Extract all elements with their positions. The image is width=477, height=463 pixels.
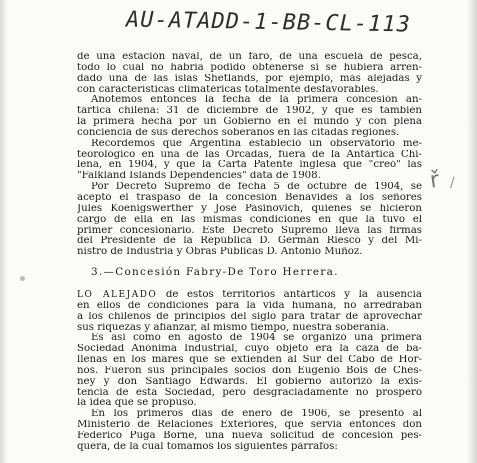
margin-annotation-stroke: / <box>450 175 455 191</box>
scan-shadow-right <box>467 0 477 463</box>
text-line: dado una de las islas Shetlands, por ejemplo, más alejadas y <box>77 73 422 84</box>
text-line: con características climatéricas totalmente desfavorables. <box>77 84 379 95</box>
text-line: Anotemos entonces la fecha de la primera concesión an- <box>91 95 422 106</box>
text-line: Federico Puga Borne, una nueva solicitud de concesión pes- <box>77 431 422 441</box>
text-line: ney y don Santiago Edwards. El gobierno autorizó la exis- <box>77 376 422 387</box>
text-line: primer concesionario. Este Decreto Supremo lleva las firmas <box>77 225 422 236</box>
text-line: llenas en los mares que se extienden al Sur del Cabo de Hor- <box>77 355 422 366</box>
lead-smallcaps: LO ALEJADO <box>77 290 158 301</box>
text-line: a los chilenos de principios del siglo para tratar de aprovechar <box>77 311 422 322</box>
text-line: Ministerio de Relaciones Exteriores, que servía entonces don <box>77 420 422 431</box>
text-line: Recordemos que Argentina estableció un observatorio me- <box>91 138 422 149</box>
scan-shadow-left <box>0 0 8 463</box>
section-heading: 3.—Concesión Fabry-De Toro Herrera. <box>91 266 339 279</box>
text-line: la idea que se propuso. <box>77 398 197 409</box>
text-line: la primera hecha por un Gobierno en el mundo y con plena <box>77 117 422 128</box>
text-line: lena, en 1904, y que la Carta Patente inglesa que "creó" las <box>77 160 422 171</box>
text-line: quera, de la cual tomamos los siguientes párrafos: <box>77 441 338 452</box>
text-line: del Presidente de la República D. Germán Riesco y del Mi- <box>77 236 422 247</box>
text-line: de una estación naval, de un faro, de una escuela de pesca, <box>77 52 422 62</box>
text-line: "Falkland Islands Dependencies" data de 1908. <box>77 171 321 182</box>
text-line: nos. Fueron sus principales socios don Eugenio Bois de Ches- <box>77 365 422 376</box>
margin-annotation: ř <box>428 167 441 194</box>
text-line: cargo de ella en las mismas condiciones en que la tuvo el <box>77 214 422 225</box>
text-line: en ellos de condiciones para la vida humana, no arredraban <box>77 300 422 311</box>
text-line: teorológico en una de las Orcadas, fuera de la Antártica Chi- <box>77 149 422 160</box>
lead-rest: de estos territorios antárticos y la ausencia <box>157 290 422 301</box>
text-line: conciencia de sus derechos soberanos en las citadas regiones. <box>77 127 400 138</box>
text-line: nistro de Industria y Obras Públicas D. Antonio Muñoz. <box>77 247 363 258</box>
text-line: aceptó el traspaso de la concesión Benavides a los señores <box>77 192 422 203</box>
text-line: todo lo cual no habría podido obtenerse si se hubiera arren- <box>77 62 422 73</box>
text-line: Es así como en agosto de 1904 se organizó una primera <box>91 333 422 344</box>
text-line <box>77 290 422 301</box>
text-line: En los primeros días de enero de 1906, se presentó al <box>91 409 422 420</box>
scan-smudge <box>20 276 25 281</box>
handwritten-archive-code: AU-ATADD-1-BB-CL-113 <box>125 7 412 38</box>
text-line: Por Decreto Supremo de fecha 5 de octubre de 1904, se <box>91 182 422 193</box>
text-line: Sociedad Anónima Industrial, cuyo objeto era la caza de ba- <box>77 344 422 355</box>
body-text <box>77 52 422 453</box>
text-line: tencia de esta Sociedad, pero desgraciadamente no prosperó <box>77 387 422 398</box>
text-line: tártica chilena: 31 de diciembre de 1902, y que es también <box>77 106 422 117</box>
section-gap <box>77 281 422 290</box>
text-line: Jules Koenigswerther y José Pasinovich, quienes se hicieron <box>77 203 422 214</box>
text-line: sus riquezas y afianzar, al mismo tiempo, nuestra soberanía. <box>77 322 390 333</box>
